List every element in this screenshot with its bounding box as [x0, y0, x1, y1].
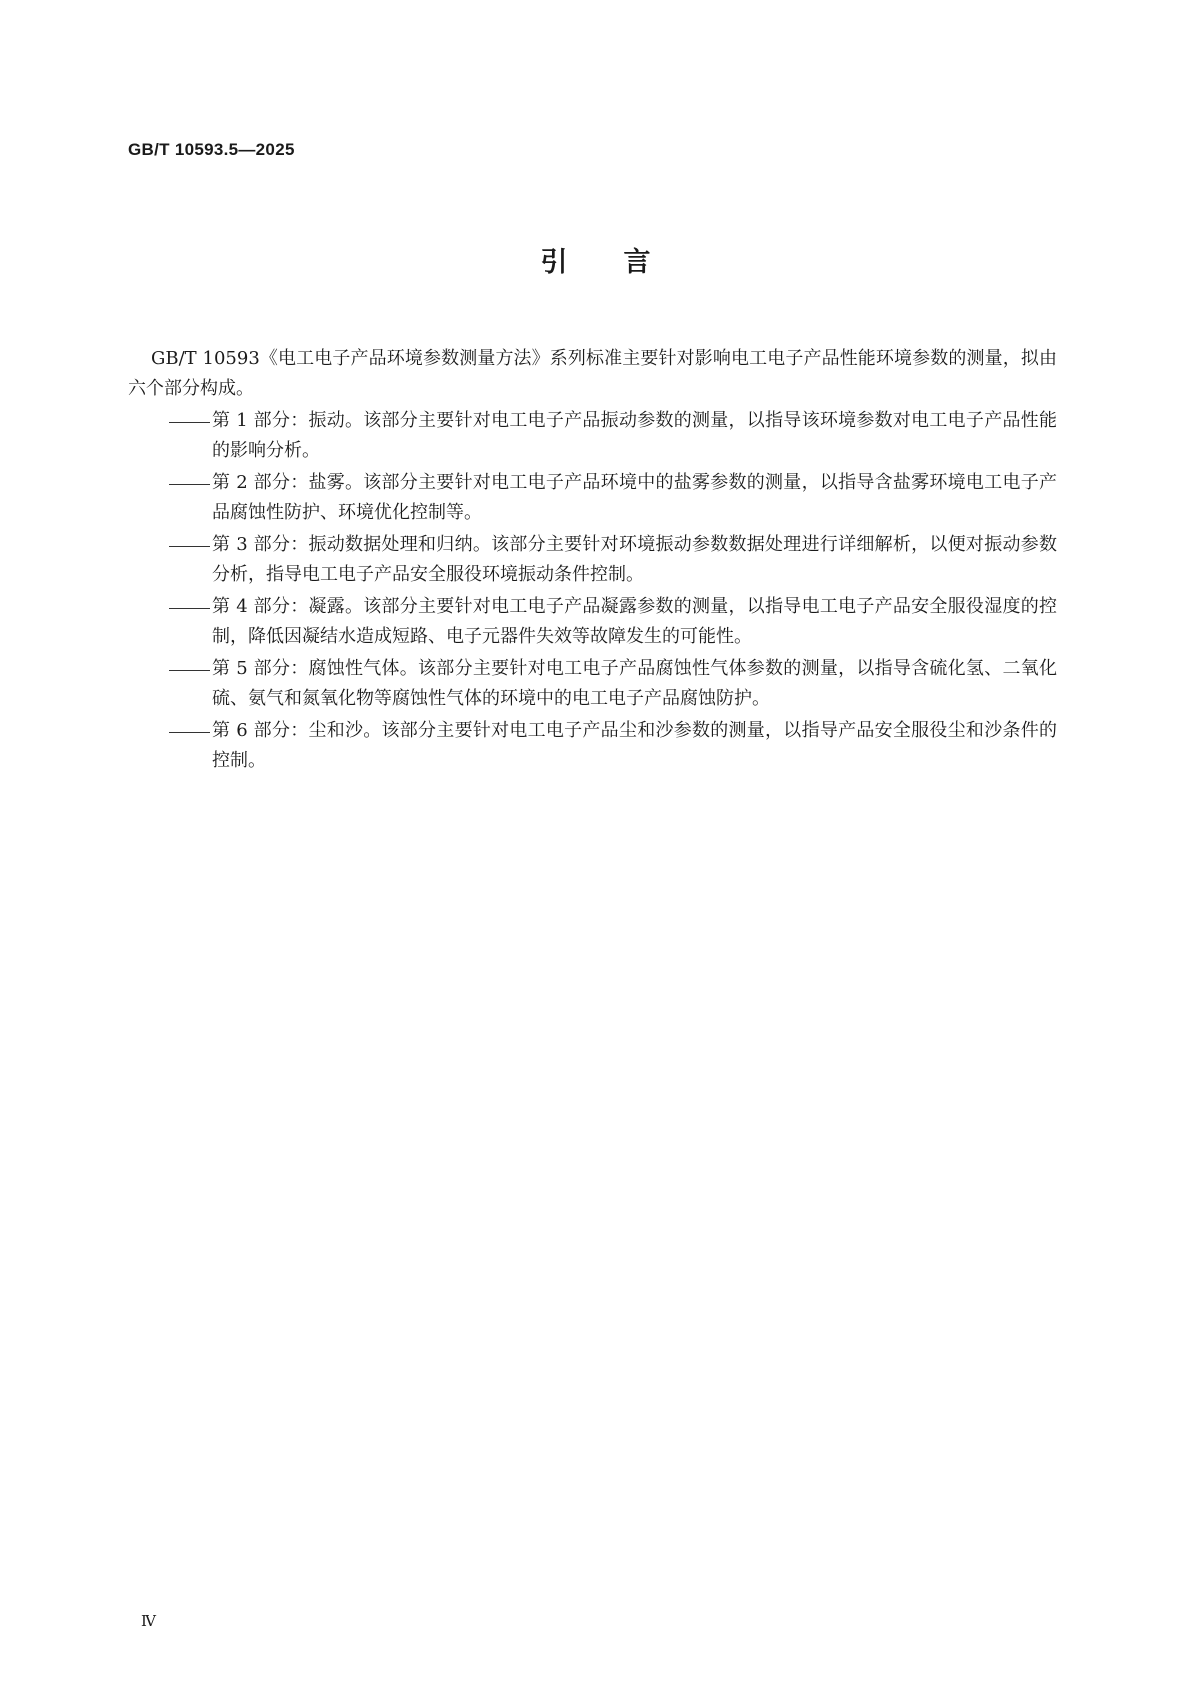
dash-marker [169, 530, 212, 560]
list-item [169, 716, 1057, 776]
list-item [169, 592, 1057, 652]
list-item [169, 654, 1057, 714]
document-code: GB/T 10593.5—2025 [128, 140, 295, 159]
list-item-text: 第 6 部分：尘和沙。该部分主要针对电工电子产品尘和沙参数的测量，以指导产品安全服役尘和沙条件的控制。 [212, 720, 1057, 771]
list-item [169, 468, 1057, 528]
page-title: 引言 [540, 247, 707, 278]
intro-paragraph: GB/T 10593《电工电子产品环境参数测量方法》系列标准主要针对影响电工电子产品性能环境参数的测量，拟由六个部分构成。 [128, 348, 1057, 399]
dash-marker [169, 406, 212, 436]
list-item [169, 530, 1057, 590]
dash-marker [169, 592, 212, 622]
list-item-text: 第 2 部分：盐雾。该部分主要针对电工电子产品环境中的盐雾参数的测量，以指导含盐雾环境电工电子产品腐蚀性防护、环境优化控制等。 [212, 472, 1057, 523]
list-item-text: 第 5 部分：腐蚀性气体。该部分主要针对电工电子产品腐蚀性气体参数的测量，以指导含硫化氢、二氧化硫、氨气和氮氧化物等腐蚀性气体的环境中的电工电子产品腐蚀防护。 [212, 658, 1057, 709]
dash-marker [169, 654, 212, 684]
list-item-text: 第 1 部分：振动。该部分主要针对电工电子产品振动参数的测量，以指导该环境参数对电工电子产品性能的影响分析。 [212, 410, 1057, 461]
list-item-text: 第 3 部分：振动数据处理和归纳。该部分主要针对环境振动参数数据处理进行详细解析，以便对振动参数分析，指导电工电子产品安全服役环境振动条件控制。 [212, 534, 1057, 585]
dash-marker [169, 716, 212, 746]
page-number: Ⅳ [141, 1612, 156, 1630]
parts-list [169, 406, 1057, 778]
list-item-text: 第 4 部分：凝露。该部分主要针对电工电子产品凝露参数的测量，以指导电工电子产品安全服役湿度的控制，降低因凝结水造成短路、电子元器件失效等故障发生的可能性。 [212, 596, 1057, 647]
list-item [169, 406, 1057, 466]
dash-marker [169, 468, 212, 498]
